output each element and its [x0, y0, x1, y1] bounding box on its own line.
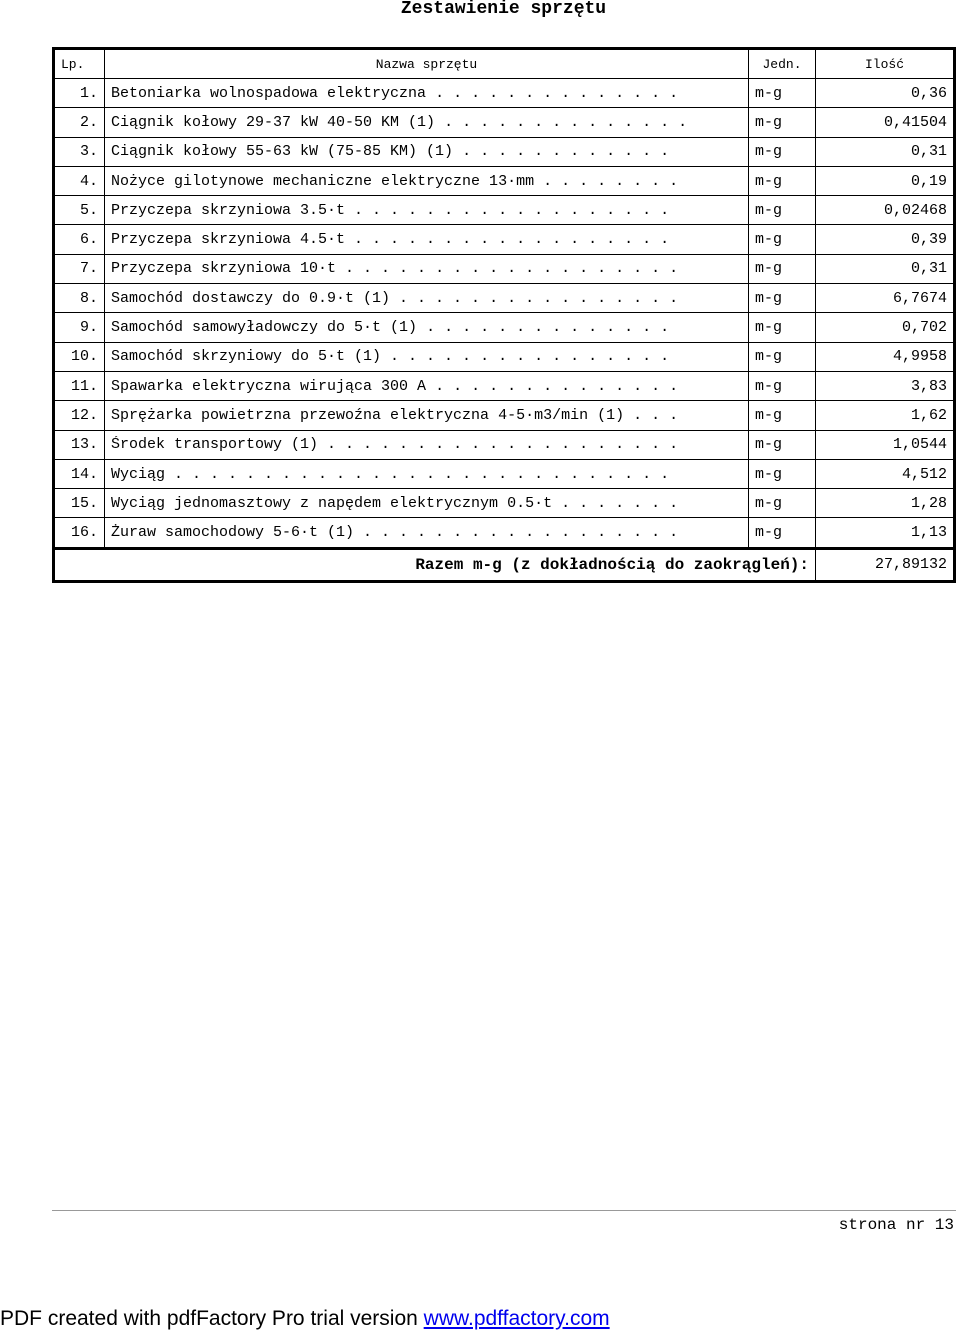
- row-unit: m-g: [749, 459, 816, 488]
- row-lp: 6.: [54, 225, 105, 254]
- row-name-wrap: [111, 319, 742, 336]
- table-row: [54, 489, 955, 518]
- row-leader-dots: . . . . . . . . . . . .: [453, 143, 670, 161]
- row-name-cell: [105, 166, 749, 195]
- footer-divider: [52, 1210, 956, 1211]
- table-row: [54, 254, 955, 283]
- row-name-wrap: [111, 378, 742, 395]
- row-leader-dots: . . . . . . . .: [534, 172, 679, 190]
- row-leader-dots: . . . . . . . . . . . . . .: [426, 84, 679, 102]
- row-lp: 4.: [54, 166, 105, 195]
- row-name-wrap: [111, 436, 742, 453]
- table-row: [54, 430, 955, 459]
- page-title: Zestawienie sprzętu: [400, 0, 607, 19]
- row-name-cell: [105, 196, 749, 225]
- row-qty: 4,512: [816, 459, 955, 488]
- row-qty: 0,36: [816, 79, 955, 108]
- row-name: Ciągnik kołowy 55-63 kW (75-85 KM) (1): [111, 143, 454, 161]
- row-qty: 1,0544: [816, 430, 955, 459]
- row-lp: 2.: [54, 108, 105, 137]
- row-lp: 15.: [54, 489, 105, 518]
- row-lp: 14.: [54, 459, 105, 488]
- row-name: Ciągnik kołowy 29-37 kW 40-50 KM (1): [111, 113, 436, 131]
- row-name-cell: [105, 108, 749, 137]
- row-lp: 3.: [54, 137, 105, 166]
- row-name-cell: [105, 489, 749, 518]
- row-unit: m-g: [749, 313, 816, 342]
- row-name: Betoniarka wolnospadowa elektryczna: [111, 84, 427, 102]
- total-label: Razem m-g (z dokładnością do zaokrągleń):: [54, 548, 816, 581]
- row-name-cell: [105, 342, 749, 371]
- row-name-wrap: [111, 114, 742, 131]
- row-lp: 10.: [54, 342, 105, 371]
- table-row: [54, 313, 955, 342]
- row-name-wrap: [111, 290, 742, 307]
- row-name-wrap: [111, 524, 742, 541]
- row-name-cell: [105, 371, 749, 400]
- row-lp: 1.: [54, 79, 105, 108]
- row-name-cell: [105, 225, 749, 254]
- row-leader-dots: . . . . . . . . . . . . . .: [435, 113, 688, 131]
- table-row: [54, 284, 955, 313]
- row-name: Żuraw samochodowy 5-6·t (1): [111, 524, 355, 542]
- row-name-wrap: [111, 85, 742, 102]
- row-unit: m-g: [749, 518, 816, 548]
- row-unit: m-g: [749, 371, 816, 400]
- row-unit: m-g: [749, 342, 816, 371]
- row-name-cell: [105, 518, 749, 548]
- row-name: Przyczepa skrzyniowa 4.5·t: [111, 231, 346, 249]
- row-leader-dots: . . . . . . .: [552, 494, 679, 512]
- row-qty: 0,702: [816, 313, 955, 342]
- row-name-cell: [105, 137, 749, 166]
- row-unit: m-g: [749, 254, 816, 283]
- row-lp: 13.: [54, 430, 105, 459]
- row-unit: m-g: [749, 430, 816, 459]
- table-row: [54, 108, 955, 137]
- row-lp: 9.: [54, 313, 105, 342]
- row-name: Przyczepa skrzyniowa 10·t: [111, 260, 337, 278]
- row-lp: 16.: [54, 518, 105, 548]
- row-lp: 8.: [54, 284, 105, 313]
- row-qty: 0,19: [816, 166, 955, 195]
- row-leader-dots: . . . . . . . . . . . . . . . . . . . .: [318, 436, 679, 454]
- row-name-cell: [105, 401, 749, 430]
- row-name: Wyciąg jednomasztowy z napędem elektrycznym 0.5·t: [111, 494, 553, 512]
- row-leader-dots: . . . . . . . . . . . . . . . .: [390, 289, 679, 307]
- header-name: Nazwa sprzętu: [105, 49, 749, 79]
- row-qty: 6,7674: [816, 284, 955, 313]
- row-leader-dots: . . . . . . . . . . . . . . . . . .: [345, 201, 670, 219]
- page-label: strona nr: [838, 1216, 926, 1234]
- row-leader-dots: . . . . . . . . . . . . . . . . . . . . . . . . . . . .: [165, 465, 670, 483]
- row-unit: m-g: [749, 166, 816, 195]
- row-lp: 5.: [54, 196, 105, 225]
- page-number-value: 13: [934, 1216, 954, 1234]
- row-name-wrap: [111, 495, 742, 512]
- row-leader-dots: . . .: [624, 406, 679, 424]
- row-qty: 0,31: [816, 254, 955, 283]
- row-unit: m-g: [749, 108, 816, 137]
- row-lp: 11.: [54, 371, 105, 400]
- row-qty: 1,13: [816, 518, 955, 548]
- table-body: [54, 79, 955, 549]
- row-leader-dots: . . . . . . . . . . . . . . . .: [381, 348, 670, 366]
- table-row: [54, 401, 955, 430]
- total-value: 27,89132: [816, 548, 955, 581]
- row-name-wrap: [111, 348, 742, 365]
- table-row: [54, 371, 955, 400]
- row-qty: 1,28: [816, 489, 955, 518]
- table-row: [54, 196, 955, 225]
- table-row: [54, 166, 955, 195]
- row-name-cell: [105, 284, 749, 313]
- row-name-cell: [105, 79, 749, 108]
- table-row: [54, 518, 955, 548]
- page-number: [839, 1216, 954, 1234]
- total-row: [54, 548, 955, 581]
- row-leader-dots: . . . . . . . . . . . . . . . . . .: [354, 524, 679, 542]
- row-unit: m-g: [749, 401, 816, 430]
- row-lp: 7.: [54, 254, 105, 283]
- header-unit: Jedn.: [749, 49, 816, 79]
- row-name-cell: [105, 430, 749, 459]
- row-name: Przyczepa skrzyniowa 3.5·t: [111, 201, 346, 219]
- row-qty: 0,41504: [816, 108, 955, 137]
- row-name-wrap: [111, 202, 742, 219]
- banner-link[interactable]: www.pdffactory.com: [423, 1307, 610, 1330]
- row-name-wrap: [111, 407, 742, 424]
- row-lp: 12.: [54, 401, 105, 430]
- row-unit: m-g: [749, 489, 816, 518]
- table-row: [54, 79, 955, 108]
- row-leader-dots: . . . . . . . . . . . . . . . . . . .: [336, 260, 679, 278]
- row-name: Nożyce gilotynowe mechaniczne elektryczne 13·mm: [111, 172, 535, 190]
- table-row: [54, 342, 955, 371]
- row-qty: 1,62: [816, 401, 955, 430]
- row-name-cell: [105, 254, 749, 283]
- row-unit: m-g: [749, 284, 816, 313]
- row-name: Środek transportowy (1): [111, 436, 319, 454]
- row-unit: m-g: [749, 225, 816, 254]
- row-name: Wyciąg: [111, 465, 166, 483]
- row-name-cell: [105, 313, 749, 342]
- row-qty: 0,31: [816, 137, 955, 166]
- table-row: [54, 459, 955, 488]
- row-name: Samochód dostawczy do 0.9·t (1): [111, 289, 391, 307]
- row-name-wrap: [111, 143, 742, 160]
- row-unit: m-g: [749, 137, 816, 166]
- row-name-wrap: [111, 173, 742, 190]
- row-name-wrap: [111, 231, 742, 248]
- row-name-wrap: [111, 466, 742, 483]
- row-unit: m-g: [749, 196, 816, 225]
- table-header-row: [54, 49, 955, 79]
- header-qty: Ilość: [816, 49, 955, 79]
- table-row: [54, 225, 955, 254]
- row-name: Spawarka elektryczna wirująca 300 A: [111, 377, 427, 395]
- row-leader-dots: . . . . . . . . . . . . . .: [417, 319, 670, 337]
- row-name: Samochód skrzyniowy do 5·t (1): [111, 348, 382, 366]
- row-leader-dots: . . . . . . . . . . . . . . . . . .: [345, 231, 670, 249]
- row-qty: 0,39: [816, 225, 955, 254]
- equipment-table: [52, 47, 956, 583]
- row-qty: 4,9958: [816, 342, 955, 371]
- row-name: Samochód samowyładowczy do 5·t (1): [111, 319, 418, 337]
- header-lp: Lp.: [54, 49, 105, 79]
- table-row: [54, 137, 955, 166]
- row-unit: m-g: [749, 79, 816, 108]
- row-leader-dots: . . . . . . . . . . . . . .: [426, 377, 679, 395]
- banner-text: PDF created with pdfFactory Pro trial version: [0, 1307, 424, 1330]
- row-name-wrap: [111, 260, 742, 277]
- row-name: Sprężarka powietrzna przewoźna elektryczna 4-5·m3/min (1): [111, 406, 625, 424]
- pdf-banner: [0, 1307, 610, 1331]
- row-qty: 3,83: [816, 371, 955, 400]
- row-qty: 0,02468: [816, 196, 955, 225]
- row-name-cell: [105, 459, 749, 488]
